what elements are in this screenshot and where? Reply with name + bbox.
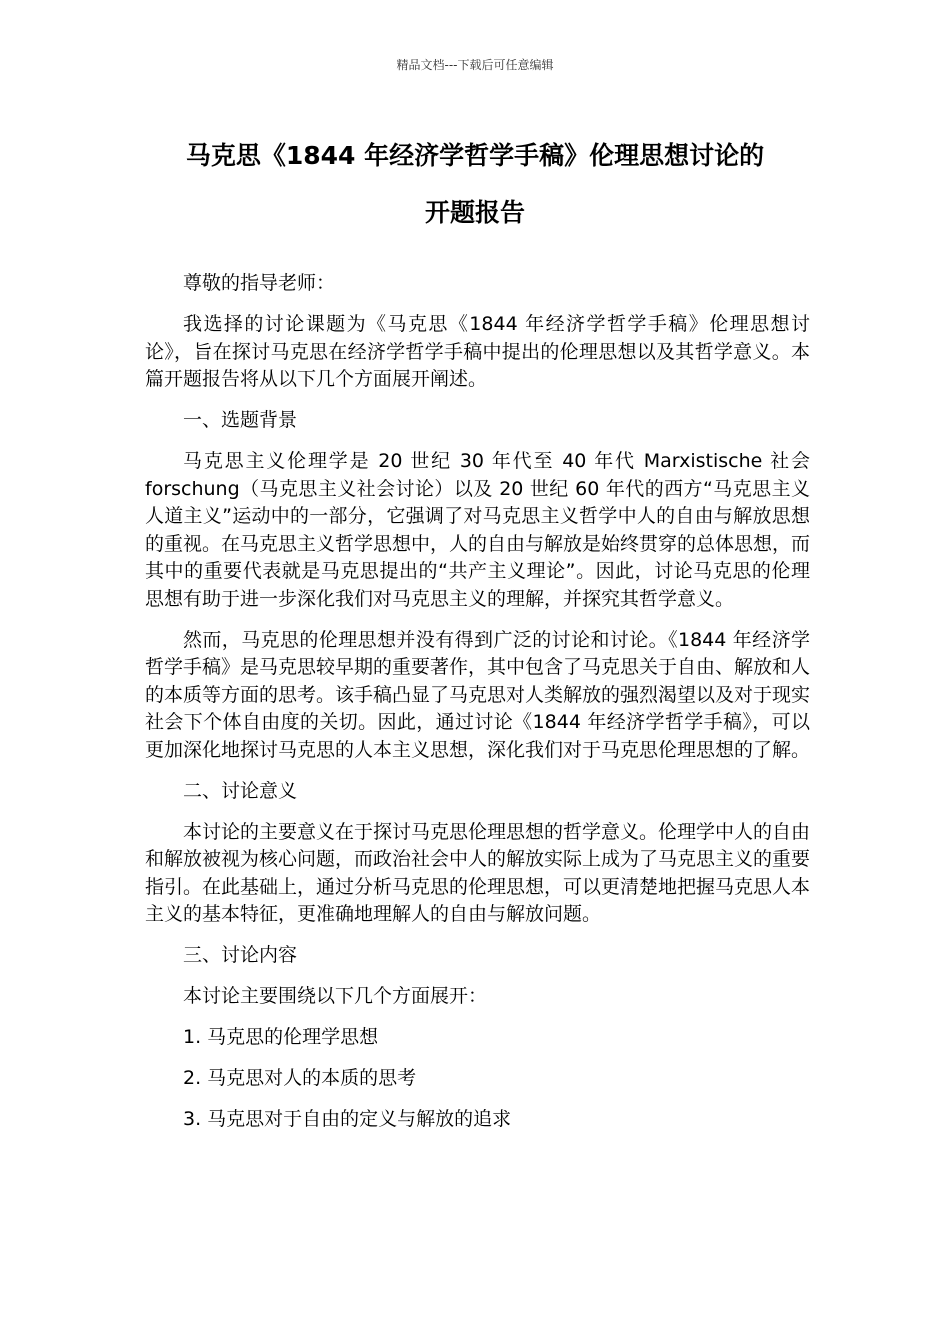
document-body xyxy=(145,270,810,1147)
salutation: 尊敬的指导老师： xyxy=(183,272,336,294)
content-list-item-3: 3. 马克思对于自由的定义与解放的追求 xyxy=(183,1108,512,1130)
background-paragraph-1: 马克思主义伦理学是 20 世纪 30 年代至 40 年代 Marxistische 社会forschung（马克思主义社会讨论）以及 20 世纪 60 年代的西方“马克思主义人道主义”运动中的一部分，它强调了对马克思主义哲学中人的自由与解放思想的重视。在马克思主义哲学思想中，人的自由与解放是始终贯穿的总体思想，而其中的重要代表就是马克思提出的“共产主义理论”。因此，讨论马克思的伦理思想有助于进一步深化我们对马克思主义的理解，并探究其哲学意义。 xyxy=(145,450,811,610)
header-note: 精品文档---下载后可任意编辑 xyxy=(396,58,554,72)
document-title-line-2: 开题报告 xyxy=(424,198,525,227)
content-list-item-1: 1. 马克思的伦理学思想 xyxy=(183,1026,379,1048)
content-list-item-2: 2. 马克思对人的本质的思考 xyxy=(183,1067,417,1089)
section-heading-significance: 二、讨论意义 xyxy=(183,779,298,802)
intro-paragraph: 我选择的讨论课题为《马克思《1844 年经济学哲学手稿》伦理思想讨论》，旨在探讨马克思在经济学哲学手稿中提出的伦理思想以及其哲学意义。本篇开题报告将从以下几个方面展开阐述。 xyxy=(145,313,810,390)
background-paragraph-2: 然而，马克思的伦理思想并没有得到广泛的讨论和讨论。《1844 年经济学哲学手稿》是马克思较早期的重要著作，其中包含了马克思关于自由、解放和人的本质等方面的思考。该手稿凸显了马克思对人类解放的强烈渴望以及对于现实社会下个体自由度的关切。因此，通过讨论《1844 年经济学哲学手稿》，可以更加深化地探讨马克思的人本主义思想，深化我们对于马克思伦理思想的了解。 xyxy=(145,628,811,761)
significance-paragraph: 本讨论的主要意义在于探讨马克思伦理思想的哲学意义。伦理学中人的自由和解放被视为核心问题，而政治社会中人的解放实际上成为了马克思主义的重要指引。在此基础上，通过分析马克思的伦理思想，可以更清楚地把握马克思人本主义的基本特征，更准确地理解人的自由与解放问题。 xyxy=(145,820,811,925)
section-heading-content: 三、讨论内容 xyxy=(183,944,298,966)
document-title-line-1: 马克思《1844 年经济学哲学手稿》伦理思想讨论的 xyxy=(185,141,765,170)
section-heading-background: 一、选题背景 xyxy=(183,409,298,431)
content-intro-paragraph: 本讨论主要围绕以下几个方面展开： xyxy=(183,985,488,1007)
